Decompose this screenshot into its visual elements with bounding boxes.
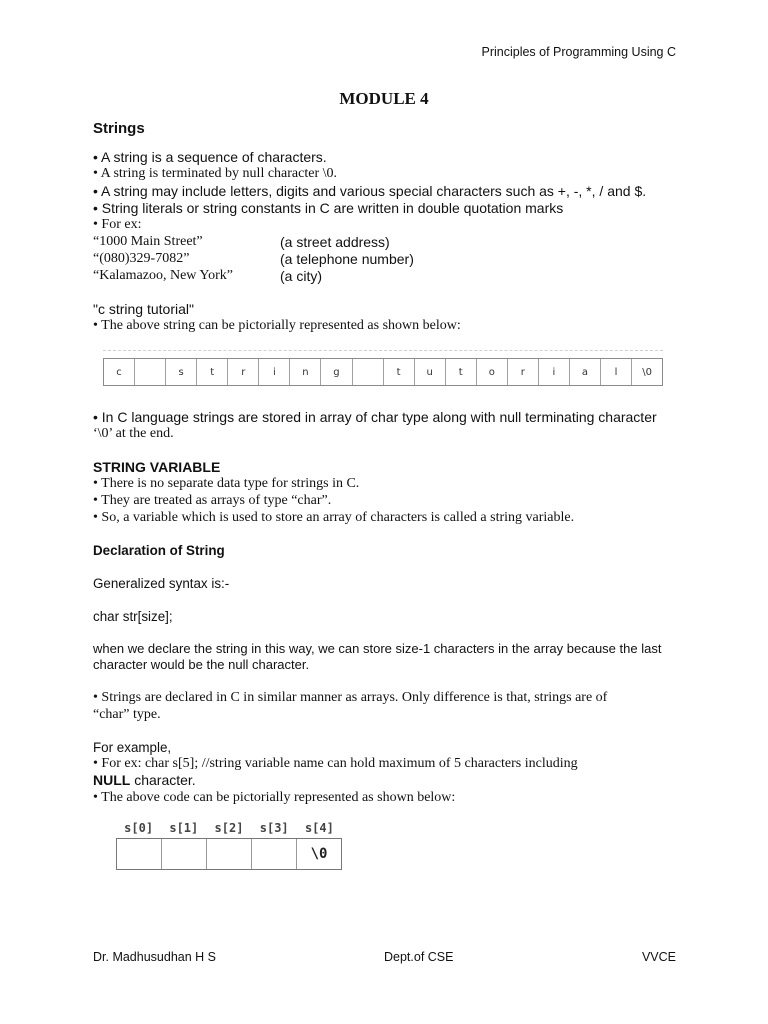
bullet-line: • They are treated as arrays of type “char”. (93, 493, 332, 508)
array-index-label: s[2] (214, 821, 244, 835)
footer-institute: VVCE (641, 950, 676, 964)
char-cell: u (415, 359, 446, 385)
char-cell: i (259, 359, 290, 385)
char-cell: c (104, 359, 135, 385)
storage-line: • In C language strings are stored in array of char type along with null terminating character (93, 409, 657, 425)
syntax-label: Generalized syntax is:- (93, 576, 230, 591)
running-header: Principles of Programming Using C (481, 45, 676, 59)
bullet-line: • A string is a sequence of characters. (93, 149, 327, 165)
example-description: (a telephone number) (280, 251, 414, 267)
char-cell: l (601, 359, 632, 385)
pictorial-line: • The above string can be pictorially represented as shown below: (93, 318, 461, 333)
figure-cropped-edge (103, 350, 663, 355)
bullet-line: • For ex: (93, 217, 142, 232)
storage-line: ‘\0’ at the end. (93, 426, 174, 441)
char-cell: o (477, 359, 508, 385)
char-cell (135, 359, 166, 385)
array-index-labels (116, 821, 342, 835)
example-line: • For ex: char s[5]; //string variable name can hold maximum of 5 characters including (93, 756, 578, 771)
null-keyword: NULL (93, 772, 131, 788)
char-cell: t (197, 359, 228, 385)
char-cell (353, 359, 384, 385)
tutorial-string: "c string tutorial" (93, 301, 194, 317)
char-cell: t (384, 359, 415, 385)
array-cell (117, 839, 162, 869)
example-literal: “(080)329-7082” (93, 251, 190, 266)
char-cell: a (570, 359, 601, 385)
example-literal: “1000 Main Street” (93, 234, 203, 249)
footer-author: Dr. Madhusudhan H S (93, 950, 216, 964)
char-cell: r (228, 359, 259, 385)
array-cell (162, 839, 207, 869)
array-cell: \0 (310, 846, 328, 862)
null-line-rest: character. (130, 772, 196, 788)
char-cell: g (321, 359, 352, 385)
syntax-code: char str[size]; (93, 609, 173, 624)
bullet-line: • So, a variable which is used to store an array of characters is called a string variable. (93, 510, 575, 525)
char-s5-array-figure (116, 838, 342, 870)
char-cell: t (446, 359, 477, 385)
similar-line: “char” type. (93, 707, 161, 722)
char-cell: i (539, 359, 570, 385)
section-heading-strings: Strings (93, 120, 145, 137)
null-line (93, 772, 196, 788)
char-cell: \0 (642, 366, 652, 378)
char-array-figure (103, 358, 663, 386)
char-cell: r (508, 359, 539, 385)
char-cell: n (290, 359, 321, 385)
bullet-line: • There is no separate data type for strings in C. (93, 476, 360, 491)
note-line: character would be the null character. (93, 657, 310, 672)
array-index-label: s[3] (259, 821, 289, 835)
array-cell (207, 839, 252, 869)
footer-department: Dept.of CSE (384, 950, 454, 964)
bullet-line: • A string is terminated by null character \0. (93, 166, 338, 181)
example-label: For example, (93, 740, 172, 755)
bullet-line: • A string may include letters, digits and various special characters such as +, -, *, / and $. (93, 183, 647, 199)
array-cell (252, 839, 297, 869)
similar-line: • Strings are declared in C in similar manner as arrays. Only difference is that, strings are of (93, 690, 608, 705)
array-index-label: s[0] (124, 821, 154, 835)
array-index-label: s[4] (304, 821, 334, 835)
char-cell: s (166, 359, 197, 385)
module-title: MODULE 4 (339, 89, 429, 108)
example-literal: “Kalamazoo, New York” (93, 268, 233, 283)
section-heading-declaration: Declaration of String (93, 543, 225, 558)
section-heading-string-variable: STRING VARIABLE (93, 459, 221, 475)
example-description: (a city) (280, 268, 322, 284)
bullet-line: • String literals or string constants in C are written in double quotation marks (93, 200, 564, 216)
example-description: (a street address) (280, 234, 390, 250)
array-index-label: s[1] (169, 821, 199, 835)
note-line: when we declare the string in this way, we can store size-1 characters in the array because the last (93, 641, 662, 656)
pictorial-line: • The above code can be pictorially represented as shown below: (93, 790, 456, 805)
